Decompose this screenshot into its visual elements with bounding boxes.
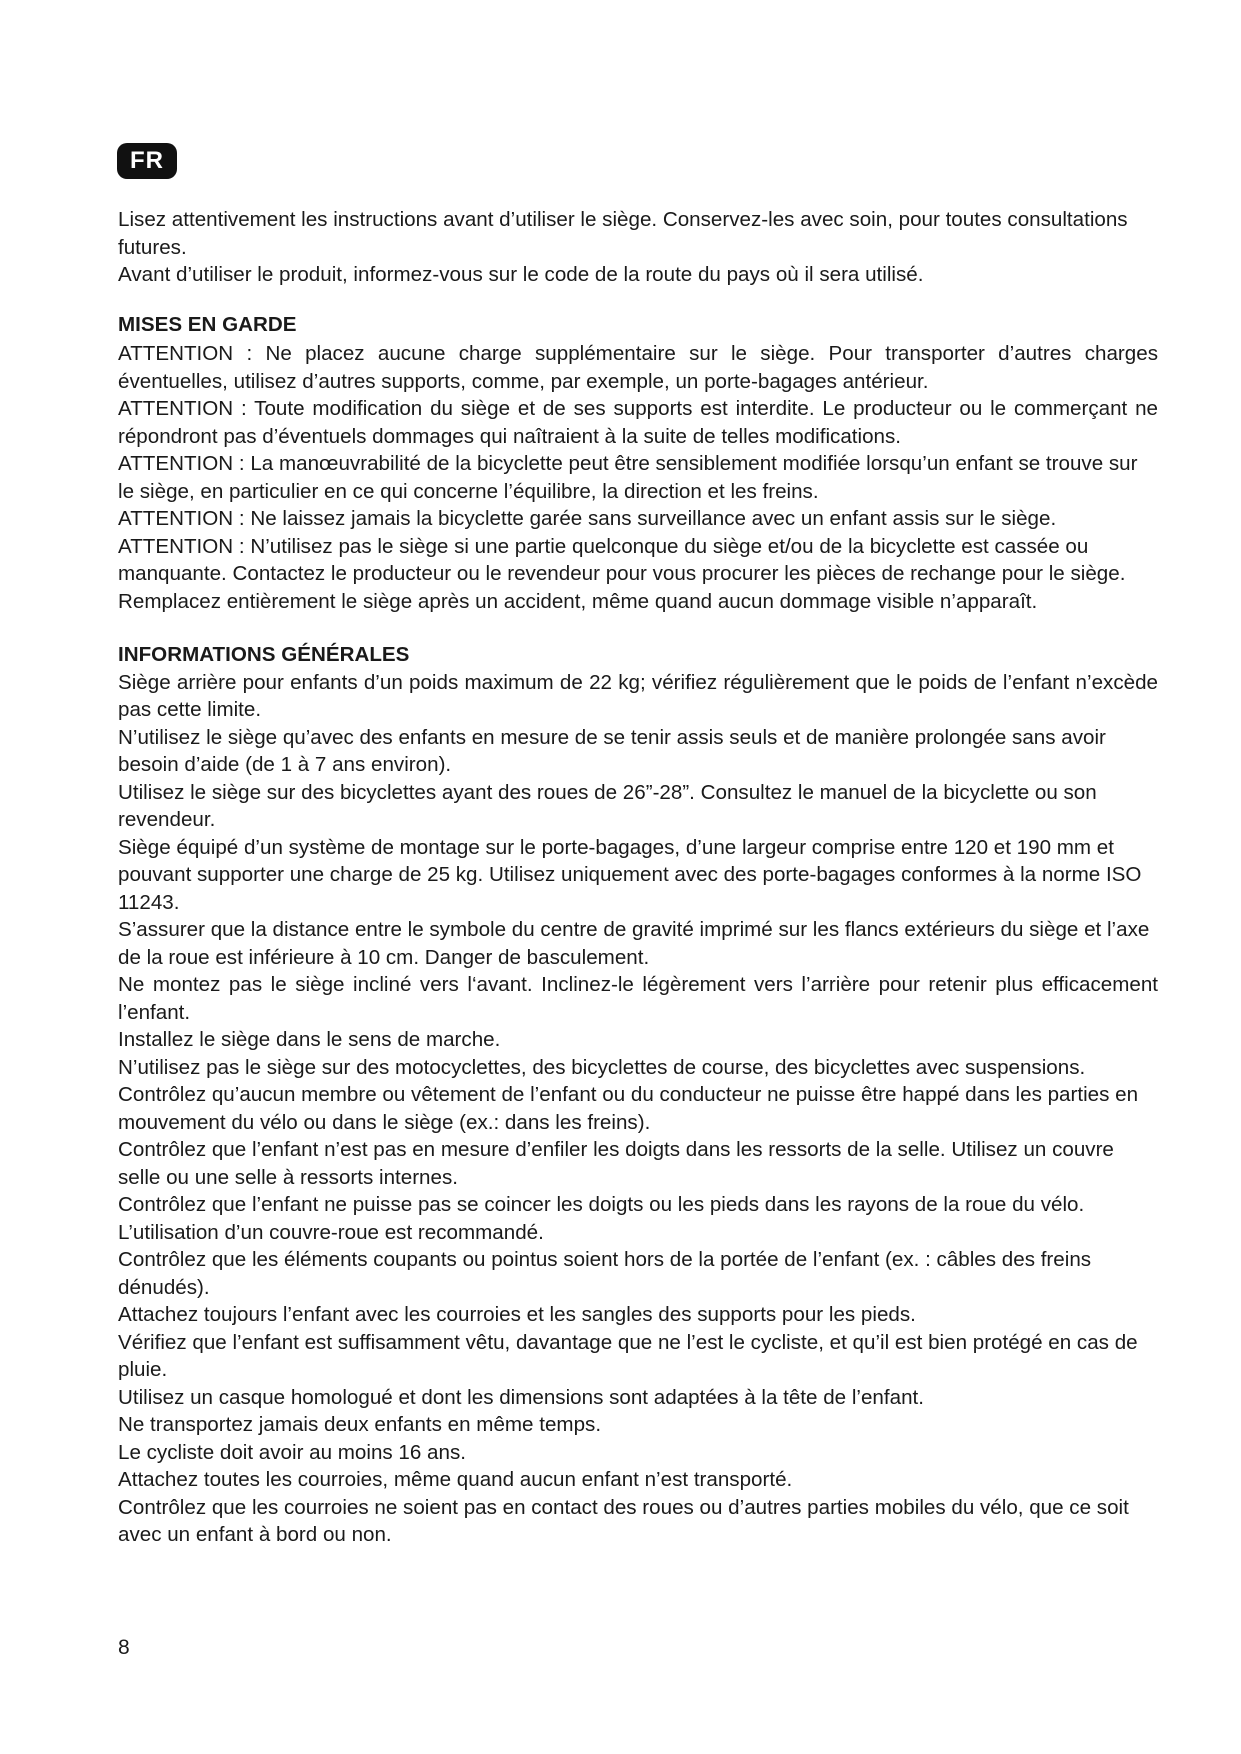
info-paragraph: Installez le siège dans le sens de marche. — [118, 1028, 501, 1051]
warning-paragraph: ATTENTION : La manœuvrabilité de la bicyclette peut être sensiblement modifiée lorsqu’un enfant se trouve sur le siège, en particulier en ce qui concerne l’équilibre, la direction et les freins. — [118, 452, 1138, 503]
info-paragraph: Contrôlez que les éléments coupants ou pointus soient hors de la portée de l’enfant (ex. : câbles des freins dénudés). — [118, 1248, 1092, 1299]
page-number: 8 — [118, 1636, 130, 1659]
info-paragraph: Ne montez pas le siège incliné vers l‘avant. Inclinez-le légèrement vers l’arrière pour retenir plus efficacement l’enfant. — [118, 973, 1158, 1024]
warnings-section — [118, 311, 1158, 616]
info-paragraph: Contrôlez qu’aucun membre ou vêtement de l’enfant ou du conducteur ne puisse être happé dans les parties en mouvement du vélo ou dans le siège (ex.: dans les freins). — [118, 1083, 1139, 1134]
language-badge: FR — [117, 143, 177, 179]
info-paragraph: Utilisez le siège sur des bicyclettes ayant des roues de 26”-28”. Consultez le manuel de la bicyclette ou son revendeur. — [118, 780, 1097, 831]
info-paragraph: Le cycliste doit avoir au moins 16 ans. — [118, 1440, 466, 1464]
info-paragraph: Siège arrière pour enfants d’un poids maximum de 22 kg; vérifiez régulièrement que le poids de l’enfant n’excède pas cette limite. — [118, 670, 1158, 721]
manual-content — [118, 206, 1158, 1549]
info-paragraph: Contrôlez que l’enfant n’est pas en mesure d’enfiler les doigts dans les ressorts de la selle. Utilisez un couvre selle ou une selle à ressorts internes. — [118, 1138, 1114, 1189]
info-paragraph: Ne transportez jamais deux enfants en même temps. — [118, 1413, 602, 1436]
intro-section — [118, 206, 1158, 289]
general-info-section — [118, 641, 1158, 1549]
warning-paragraph: ATTENTION : Ne placez aucune charge supplémentaire sur le siège. Pour transporter d’autres charges éventuelles, utilisez d’autres supports, comme, par exemple, un porte-bagages antérieur. — [118, 342, 1158, 393]
info-paragraph: N’utilisez le siège qu’avec des enfants en mesure de se tenir assis seuls et de manière prolongée sans avoir besoin d’aide (de 1 à 7 ans environ). — [118, 725, 1106, 776]
general-info-heading: INFORMATIONS GÉNÉRALES — [118, 643, 410, 666]
warnings-heading: MISES EN GARDE — [118, 312, 297, 336]
info-paragraph: Vérifiez que l’enfant est suffisamment vêtu, davantage que ne l’est le cycliste, et qu’il est bien protégé en cas de pluie. — [118, 1330, 1138, 1381]
info-paragraph: Attachez toujours l’enfant avec les courroies et les sangles des supports pour les pieds. — [118, 1303, 916, 1326]
intro-paragraph: Lisez attentivement les instructions avant d’utiliser le siège. Conservez-les avec soin, pour toutes consultations futures. — [118, 208, 1128, 259]
info-paragraph: S’assurer que la distance entre le symbole du centre de gravité imprimé sur les flancs extérieurs du siège et l’axe de la roue est inférieure à 10 cm. Danger de basculement. — [118, 918, 1150, 969]
warning-paragraph: Remplacez entièrement le siège après un accident, même quand aucun dommage visible n’apparaît. — [118, 589, 1038, 613]
info-paragraph: Attachez toutes les courroies, même quand aucun enfant n’est transporté. — [118, 1468, 793, 1491]
info-paragraph: N’utilisez pas le siège sur des motocyclettes, des bicyclettes de course, des bicyclettes avec suspensions. — [118, 1055, 1086, 1079]
info-paragraph: Contrôlez que l’enfant ne puisse pas se coincer les doigts ou les pieds dans les rayons de la roue du vélo. L’utilisation d’un couvre-roue est recommandé. — [118, 1193, 1085, 1244]
info-paragraph: Contrôlez que les courroies ne soient pas en contact des roues ou d’autres parties mobiles du vélo, que ce soit avec un enfant à bord ou non. — [118, 1495, 1129, 1546]
intro-paragraph: Avant d’utiliser le produit, informez-vous sur le code de la route du pays où il sera utilisé. — [118, 263, 924, 286]
warning-paragraph: ATTENTION : Toute modification du siège et de ses supports est interdite. Le producteur ou le commerçant ne répondront pas d’éventuels dommages qui naîtraient à la suite de telles modifications. — [118, 397, 1158, 448]
warning-paragraph: ATTENTION : Ne laissez jamais la bicyclette garée sans surveillance avec un enfant assis sur le siège. — [118, 507, 1057, 530]
info-paragraph: Siège équipé d’un système de montage sur le porte-bagages, d’une largeur comprise entre 120 et 190 mm et pouvant supporter une charge de 25 kg. Utilisez uniquement avec des porte-bagages conformes à la norme ISO 11243. — [118, 835, 1142, 914]
info-paragraph: Utilisez un casque homologué et dont les dimensions sont adaptées à la tête de l’enfant. — [118, 1385, 924, 1409]
warning-paragraph: ATTENTION : N’utilisez pas le siège si une partie quelconque du siège et/ou de la bicyclette est cassée ou manquante. Contactez le producteur ou le revendeur pour vous procurer les pièces de rechange pour le siège. — [118, 534, 1126, 585]
